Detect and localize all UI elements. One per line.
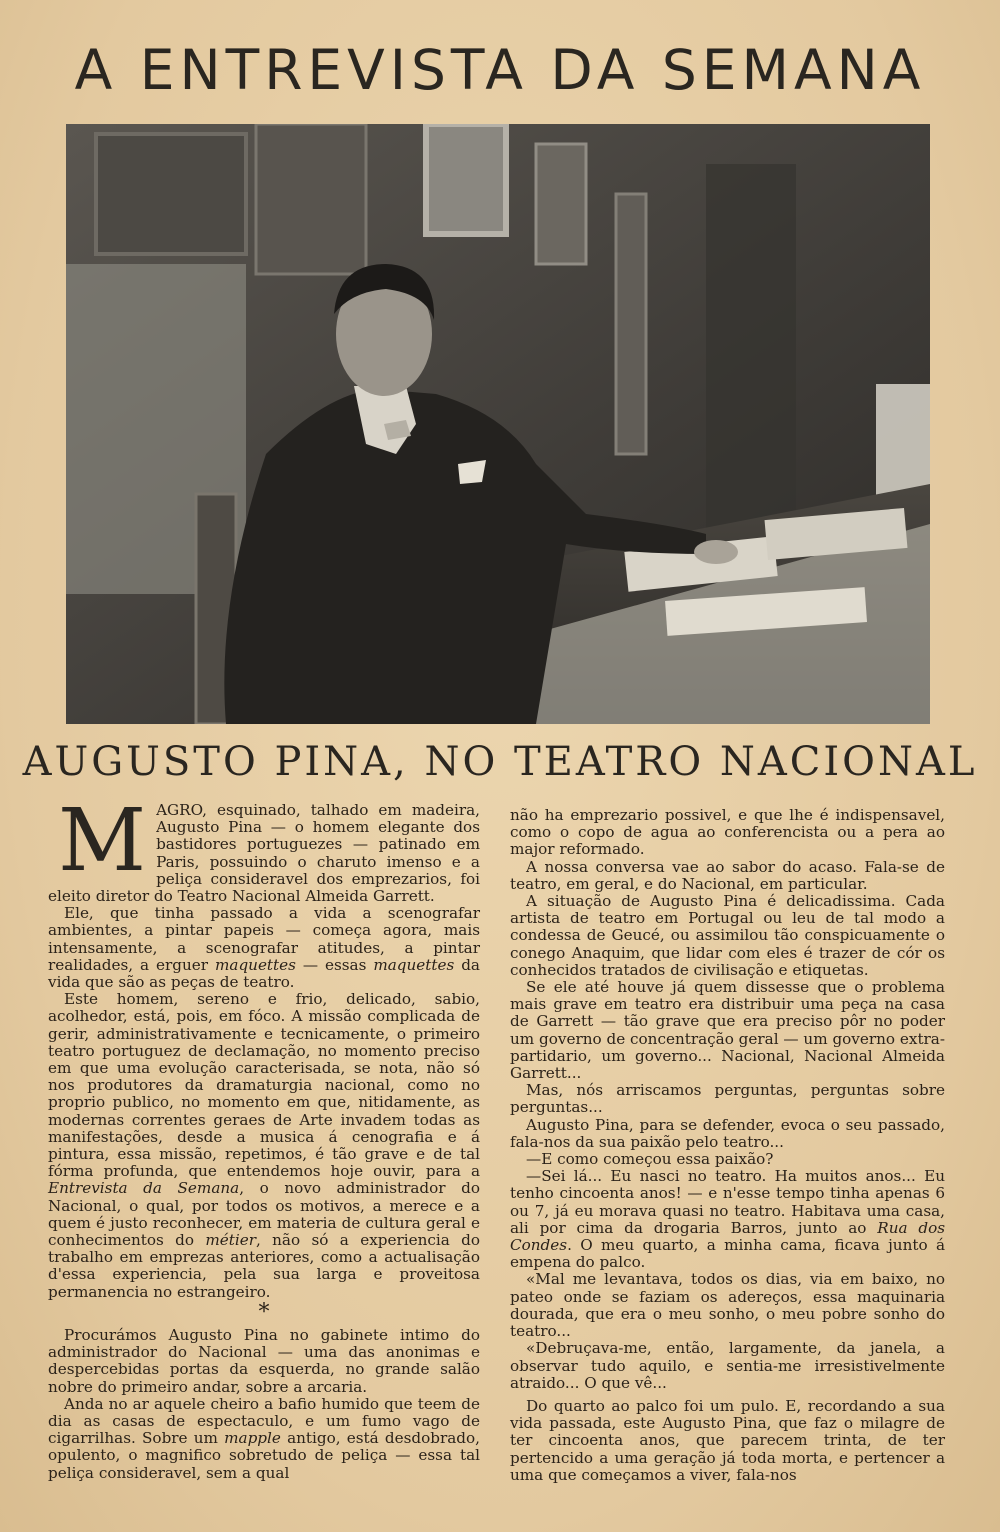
p2-text-a: Ele, que tinha passado a vida a scenografar ambientes, a pintar papeis — começa agora, mais intensamente, a scenografar atitudes, a pintar realidades, a erguer (48, 904, 480, 974)
p2-text-b: — essas (295, 955, 374, 974)
paragraph-4: Procurámos Augusto Pina no gabinete intimo do administrador do Nacional — uma das anonimas e despercebidas portas da esquerda, no grande salão nobre do primeiro andar, sobre a arcaria. (48, 1325, 480, 1396)
r-paragraph-9: «Mal me levantava, todos os dias, via em baixo, no pateo onde se faziam os adereços, essa maquinaria dourada, que era o meu sonho, o meu pobre sonho do teatro... (510, 1270, 945, 1341)
p5-text-a: Anda no ar aquele cheiro a bafio humido que teem de dia as casas de espectaculo, e um fumo vago de cigarrilhas. Sobre um (48, 1394, 480, 1448)
r-paragraph-1: não ha emprezario possivel, e que lhe é indispensavel, como o copo de agua ao conferencista ou a pera ao major reformado. (510, 806, 945, 859)
r-paragraph-2: A nossa conversa vae ao sabor do acaso. Fala-se de teatro, em geral, e do Nacional, em particular. (510, 857, 945, 893)
r-paragraph-7: —E como começou essa paixão? (526, 1150, 774, 1169)
p3-text-a: Este homem, sereno e frio, delicado, sabio, acolhedor, está, pois, em fóco. A missão complicada de gerir, administrativamente e tecnicamente, o primeiro teatro portuguez de declamação, no momento preciso em que uma evolução caracterisada, se nota, não só nos produtores da dramaturgia nacional, como no proprio publico, no momento em que, nitidamente, as modernas correntes geraes de Arte invadem todas as manifestações, desde a musica á cenografia e á pintura, essa missão, repetimos, é tão grave e de tal fórma profunda, que entendemos hoje ouvir, para a (48, 990, 480, 1181)
r-paragraph-5: Mas, nós arriscamos perguntas, perguntas sobre perguntas... (510, 1081, 945, 1117)
p3-text-b: , o novo administrador do Nacional, o qual, por todos os motivos, a merece e a quem é justo reconhecer, em materia de cultura geral e conhecimentos do (48, 1179, 480, 1250)
p3-italic-2: métier (205, 1231, 256, 1250)
paragraph-5 (48, 1396, 480, 1482)
portrait-photo-illustration (66, 124, 930, 724)
p3-text-c: , não só a experiencia do trabalho em emprezas anteriores, como a actualisação d'essa experiencia, pela sua larga e proveitosa permanencia no estrangeiro. (48, 1231, 480, 1301)
section-separator: * (258, 1299, 270, 1325)
r-paragraph-10: «Debruçava-me, então, largamente, da janela, a observar tudo aquilo, e sentia-me irresistivelmente atraido... O que vê... (510, 1339, 945, 1392)
p3-italic-1: Entrevista da Semana (48, 1179, 240, 1198)
right-column (510, 807, 945, 1484)
r-p8-text-a: —Sei lá... Eu nasci no teatro. Ha muitos anos... Eu tenho cincoenta anos! — e n'esse tempo tinha apenas 6 ou 7, já eu morava quasi no teatro. Habitava uma casa, ali por cima da drogaria Barros, junto ao (510, 1167, 945, 1237)
p2-italic-2: maquettes (373, 955, 455, 974)
dropcap-letter: M (58, 791, 147, 891)
r-paragraph-11: Do quarto ao palco foi um pulo. E, recordando a sua vida passada, este Augusto Pina, que faz o milagre de ter cincoenta anos, que parecem trinta, de ter pertencido a uma geração já toda morta, e pertencer a uma que começamos a viver, fala-nos (510, 1396, 945, 1484)
r-p8-text-b: . O meu quarto, a minha cama, ficava junto á empena do palco. (510, 1236, 945, 1272)
portrait-photo (66, 124, 930, 724)
p5-text-b: antigo, está desdobrado, opulento, o magnifico sobretudo de peliça — essa tal peliça consideravel, sem a qual (48, 1429, 480, 1482)
paragraph-2 (48, 905, 480, 991)
paragraph-3 (48, 991, 480, 1301)
r-p8-italic: Rua dos Condes (510, 1218, 946, 1255)
p5-italic: mapple (224, 1429, 281, 1448)
r-paragraph-6: Augusto Pina, para se defender, evoca o seu passado, fala-nos da sua paixão pelo teatro... (510, 1115, 945, 1151)
paragraph-1 (48, 791, 480, 906)
p2-text-c: da vida que são as peças de teatro. (48, 955, 480, 992)
p2-italic-1: maquettes (214, 955, 296, 974)
r-paragraph-4: Se ele até houve já quem dissesse que o problema mais grave em teatro era distribuir uma peça na casa de Garrett — tão grave que era preciso pôr no poder um governo de concentração geral — um governo extra-partidario, um governo... Nacional, Nacional Almeida Garrett... (510, 978, 945, 1083)
left-column (48, 791, 480, 1482)
paragraph-1-text: AGRO, esquinado, talhado em madeira, Augusto Pina — o homem elegante dos bastidores portuguezes — patinado em Paris, possuindo o charuto imenso e a peliça consideravel dos emprezarios, foi eleito diretor do Teatro Nacional Almeida Garrett. (48, 801, 480, 906)
article-subtitle: AUGUSTO PINA, NO TEATRO NACIONAL (22, 739, 978, 785)
masthead-title: A ENTREVISTA DA SEMANA (74, 38, 926, 102)
r-paragraph-3: A situação de Augusto Pina é delicadissima. Cada artista de teatro em Portugal ou leu de tal modo a condessa de Geucé, ou assimilou tão conspicuamente o conego Anaquim, que lidar com eles é trazer de cór os conhecidos tratados de civilisação e etiquetas. (510, 892, 945, 979)
r-paragraph-8 (510, 1168, 945, 1271)
